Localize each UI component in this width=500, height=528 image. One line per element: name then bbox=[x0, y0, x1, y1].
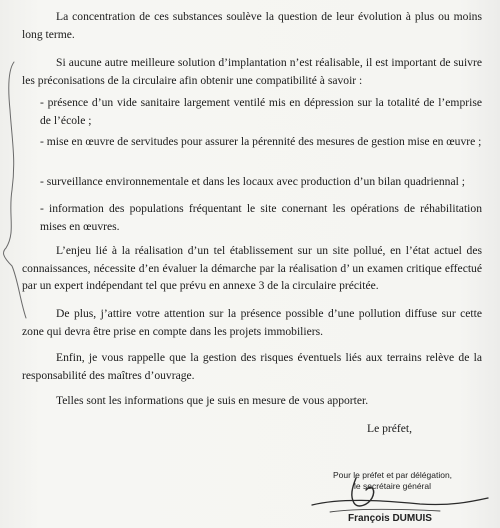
signature-line-delegation: Pour le préfet et par délégation, bbox=[332, 470, 453, 480]
bullet-vide-sanitaire: - présence d’un vide sanitaire largement ventilé mis en dépression sur la totalité de l’emprise de l’école ; bbox=[40, 96, 482, 127]
closing-prefet: Le préfet, bbox=[367, 422, 413, 435]
paragraph-informations: Telles sont les informations que je suis en mesure de vous apporter. bbox=[56, 394, 369, 407]
paragraph-concentration: La concentration de ces substances soulève la question de leur évolution à plus ou moins long terme. bbox=[22, 10, 482, 41]
signature-line-title: le secrétaire général bbox=[353, 480, 431, 491]
paragraph-responsabilite: Enfin, je vous rappelle que la gestion des risques éventuels liés aux terrains relève de la responsabilité des maîtres d’ouvrage. bbox=[22, 351, 482, 382]
bullet-servitudes: - mise en œuvre de servitudes pour assurer la pérennité des mesures de gestion mise en œuvre ; bbox=[40, 135, 482, 148]
bullet-surveillance: - surveillance environnementale et dans les locaux avec production d’un bilan quadriennal ; bbox=[40, 175, 465, 188]
signatory-name: François DUMUIS bbox=[348, 513, 432, 524]
bullet-information: - information des populations fréquentant le site conernant les opérations de réhabilitation mises en œuvres. bbox=[40, 202, 482, 233]
paragraph-implantation: Si aucune autre meilleure solution d’implantation n’est réalisable, il est important de suivre les préconisations de la circulaire afin obtenir une compatibilité à savoir : bbox=[22, 56, 482, 87]
paragraph-enjeu: L’enjeu lié à la réalisation d’un tel établissement sur un site pollué, en l’état actuel des connaissances, nécessite d’en évaluer la démarche par la réalisation d’ un examen critique effectué par un expert indépendant tel que prévu en annexe 3 de la circulaire précitée. bbox=[22, 244, 482, 292]
paragraph-pollution-diffuse: De plus, j’attire votre attention sur la présence possible d’une pollution diffuse sur cette zone qui devra être prise en compte dans les projets immobiliers. bbox=[22, 307, 482, 338]
